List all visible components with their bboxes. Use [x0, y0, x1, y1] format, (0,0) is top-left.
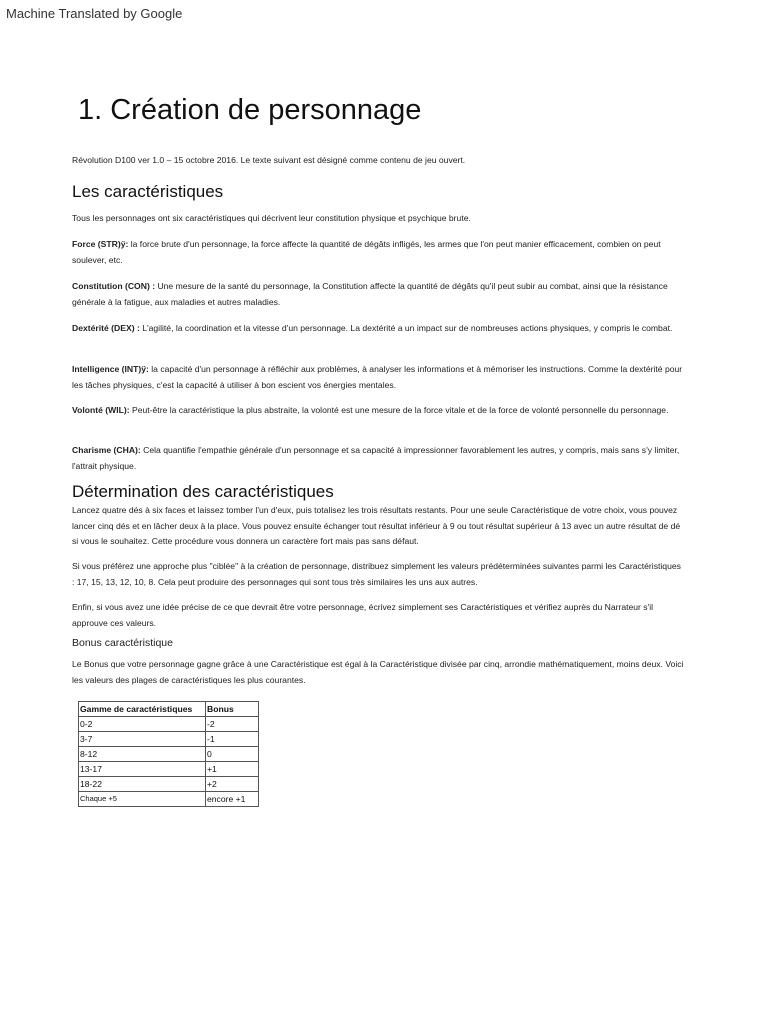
- stat-force: [72, 237, 684, 268]
- stat-term: Volonté (WIL):: [72, 405, 130, 415]
- stat-term: Intelligence (INT)ÿ:: [72, 364, 149, 374]
- stat-description: Cela quantifie l'empathie générale d'un personnage et sa capacité à impressionner favorablement les autres, y compris, mais sans s'y limiter, l'attrait physique.: [72, 445, 680, 471]
- stat-term: Dextérité (DEX) :: [72, 323, 140, 333]
- intro-text: Révolution D100 ver 1.0 – 15 octobre 2016. Le texte suivant est désigné comme contenu de jeu ouvert.: [72, 155, 466, 165]
- translation-banner: Machine Translated by Google: [6, 6, 183, 21]
- table-row: [79, 777, 259, 792]
- bonus-cell: encore +1: [206, 792, 259, 807]
- bonus-cell: +1: [206, 762, 259, 777]
- stat-term: Constitution (CON) :: [72, 281, 156, 291]
- section-lead: Tous les personnages ont six caractéristiques qui décrivent leur constitution physique et psychique brute.: [72, 213, 471, 223]
- stat-description: Une mesure de la santé du personnage, la Constitution affecte la quantité de dégâts qu'il peut subir au combat, ainsi que la résistance générale à la fatigue, aux maladies et autres maladies.: [72, 281, 668, 307]
- page-title: 1. Création de personnage: [78, 94, 422, 126]
- bonus-table: [78, 701, 259, 807]
- stat-dexterite: [72, 321, 684, 337]
- column-header-range: Gamme de caractéristiques: [79, 702, 206, 717]
- range-cell: 18-22: [79, 777, 206, 792]
- stat-description: Peut-être la caractéristique la plus abstraite, la volonté est une mesure de la force vitale et de la force de volonté personnelle du personnage.: [129, 405, 669, 415]
- bonus-cell: 0: [206, 747, 259, 762]
- table-row: [79, 792, 259, 807]
- range-cell: 13-17: [79, 762, 206, 777]
- range-cell: 8-12: [79, 747, 206, 762]
- stat-term: Charisme (CHA):: [72, 445, 141, 455]
- stat-intelligence: [72, 362, 684, 393]
- table-row: [79, 732, 259, 747]
- column-header-bonus: Bonus: [206, 702, 259, 717]
- section-heading-determination: Détermination des caractéristiques: [72, 482, 334, 501]
- section-heading-caracteristiques: Les caractéristiques: [72, 182, 224, 201]
- range-cell: 3-7: [79, 732, 206, 747]
- range-cell: Chaque +5: [79, 792, 206, 807]
- range-cell: 0-2: [79, 717, 206, 732]
- stat-constitution: [72, 279, 684, 310]
- bonus-cell: -1: [206, 732, 259, 747]
- determination-paragraph-2: Si vous préférez une approche plus "ciblée" à la création de personnage, distribuez simplement les valeurs prédéterminées suivantes parmi les Caractéristiques : 17, 15, 13, 12, 10, 8. Cela peut produire des personnages qui sont tous très similaires les uns aux autres.: [72, 561, 681, 587]
- table-header-row: [79, 702, 259, 717]
- bonus-paragraph: Le Bonus que votre personnage gagne grâce à une Caractéristique est égal à la Caractéristique divisée par cinq, arrondie mathématiquement, moins deux. Voici les valeurs des plages de caractéristiques les plus courantes.: [72, 659, 684, 685]
- bonus-heading: Bonus caractéristique: [72, 637, 173, 649]
- stat-term: Force (STR)ÿ:: [72, 239, 129, 249]
- stat-volonte: [72, 403, 684, 419]
- table-row: [79, 717, 259, 732]
- stat-charisme: [72, 443, 684, 474]
- determination-paragraph-3: Enfin, si vous avez une idée précise de ce que devrait être votre personnage, écrivez simplement ses Caractéristiques et vérifiez auprès du Narrateur s'il approuve ces valeurs.: [72, 602, 654, 628]
- stat-description: la capacité d'un personnage à réfléchir aux problèmes, à analyser les informations et à mémoriser les instructions. Comme la dextérité pour les tâches physiques, c'est la capacité à utiliser à bon escient vos énergies mentales.: [72, 364, 683, 390]
- bonus-cell: +2: [206, 777, 259, 792]
- determination-paragraph-1: Lancez quatre dés à six faces et laissez tomber l'un d'eux, puis totalisez les trois résultats restants. Pour une seule Caractéristique de votre choix, vous pouvez lancer cinq dés et en lâcher deux à la place. Vous pouvez ensuite échanger tout résultat inférieur à 9 ou tout résultat supérieur à 13 avec un autre résultat de dé si vous le souhaitez. Cette procédure vous donnera un caractère fort mais pas sans défaut.: [72, 505, 681, 546]
- stat-description: L'agilité, la coordination et la vitesse d'un personnage. La dextérité a un impact sur de nombreuses actions physiques, y compris le combat.: [139, 323, 673, 333]
- table-row: [79, 747, 259, 762]
- stat-description: la force brute d'un personnage, la force affecte la quantité de dégâts infligés, les armes que l'on peut manier efficacement, combien on peut soulever, etc.: [72, 239, 661, 265]
- bonus-cell: -2: [206, 717, 259, 732]
- table-row: [79, 762, 259, 777]
